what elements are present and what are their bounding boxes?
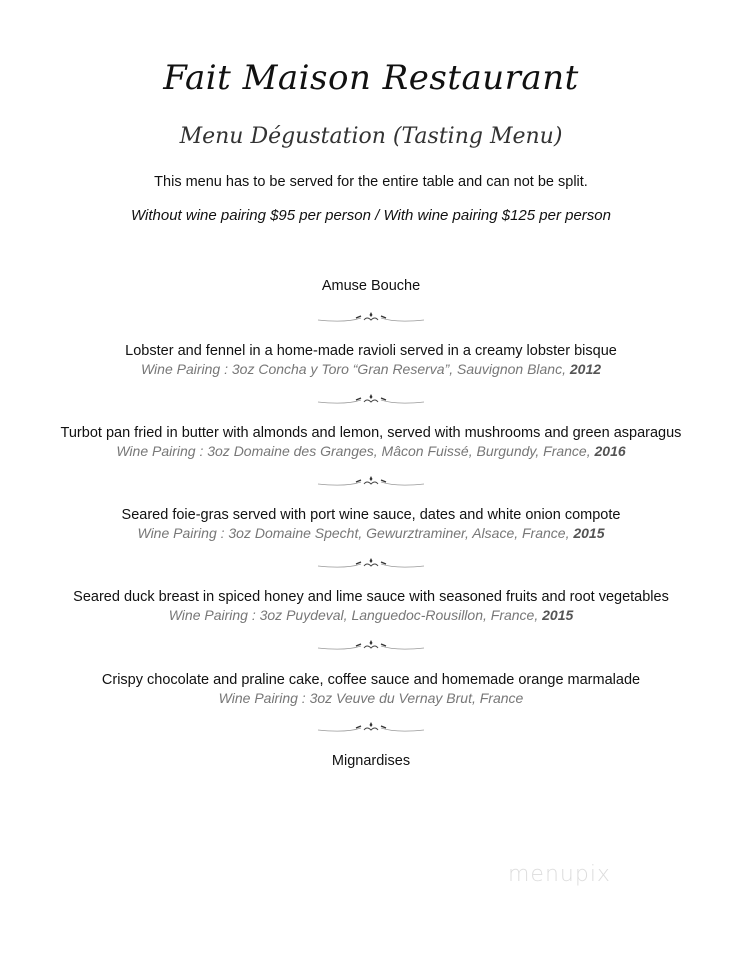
table-note: This menu has to be served for the entire table and can not be split. — [154, 174, 588, 190]
course-item — [0, 506, 742, 542]
ornament-divider-icon — [316, 637, 426, 653]
ornament-divider-icon — [316, 555, 426, 571]
wine-text: Wine Pairing : 3oz Puydeval, Languedoc-Rousillon, France, — [168, 607, 543, 623]
dish-name: Seared foie-gras served with port wine sauce, dates and white onion compote — [121, 507, 621, 523]
dish-name: Lobster and fennel in a home-made ravioli served in a creamy lobster bisque — [125, 343, 617, 359]
course-item — [0, 588, 742, 624]
wine-pairing — [0, 442, 742, 460]
course-item — [0, 342, 742, 378]
wine-text: Wine Pairing : 3oz Concha y Toro “Gran Reserva”, Sauvignon Blanc, — [140, 361, 570, 377]
wine-text: Wine Pairing : 3oz Domaine Specht, Gewurztraminer, Alsace, France, — [137, 525, 574, 541]
ornament-divider-icon — [316, 309, 426, 325]
dish-name: Turbot pan fried in butter with almonds and lemon, served with mushrooms and green asparagus — [60, 425, 682, 441]
menu-subtitle: Menu Dégustation (Tasting Menu) — [179, 124, 563, 149]
course-item — [0, 424, 742, 460]
wine-year: 2012 — [569, 361, 602, 377]
ornament-divider-icon — [316, 391, 426, 407]
wine-year: 2015 — [573, 525, 605, 541]
wine-pairing — [0, 606, 742, 624]
watermark: menupix — [508, 862, 611, 887]
course-item — [0, 671, 742, 707]
wine-text: Wine Pairing : 3oz Veuve du Vernay Brut, France — [218, 690, 524, 706]
wine-pairing — [0, 689, 742, 707]
wine-pairing — [0, 360, 742, 378]
restaurant-title: Fait Maison Restaurant — [163, 58, 579, 98]
dish-name: Crispy chocolate and praline cake, coffee sauce and homemade orange marmalade — [101, 672, 641, 688]
wine-year: 2016 — [594, 443, 626, 459]
wine-pairing — [0, 524, 742, 542]
course-mignardises: Mignardises — [331, 753, 411, 769]
ornament-divider-icon — [316, 719, 426, 735]
pricing: Without wine pairing $95 per person / With wine pairing $125 per person — [130, 207, 611, 224]
wine-year: 2015 — [542, 607, 574, 623]
course-amuse-bouche: Amuse Bouche — [321, 278, 421, 294]
dish-name: Seared duck breast in spiced honey and lime sauce with seasoned fruits and root vegetables — [73, 589, 669, 605]
ornament-divider-icon — [316, 473, 426, 489]
wine-text: Wine Pairing : 3oz Domaine des Granges, Mâcon Fuissé, Burgundy, France, — [116, 443, 595, 459]
